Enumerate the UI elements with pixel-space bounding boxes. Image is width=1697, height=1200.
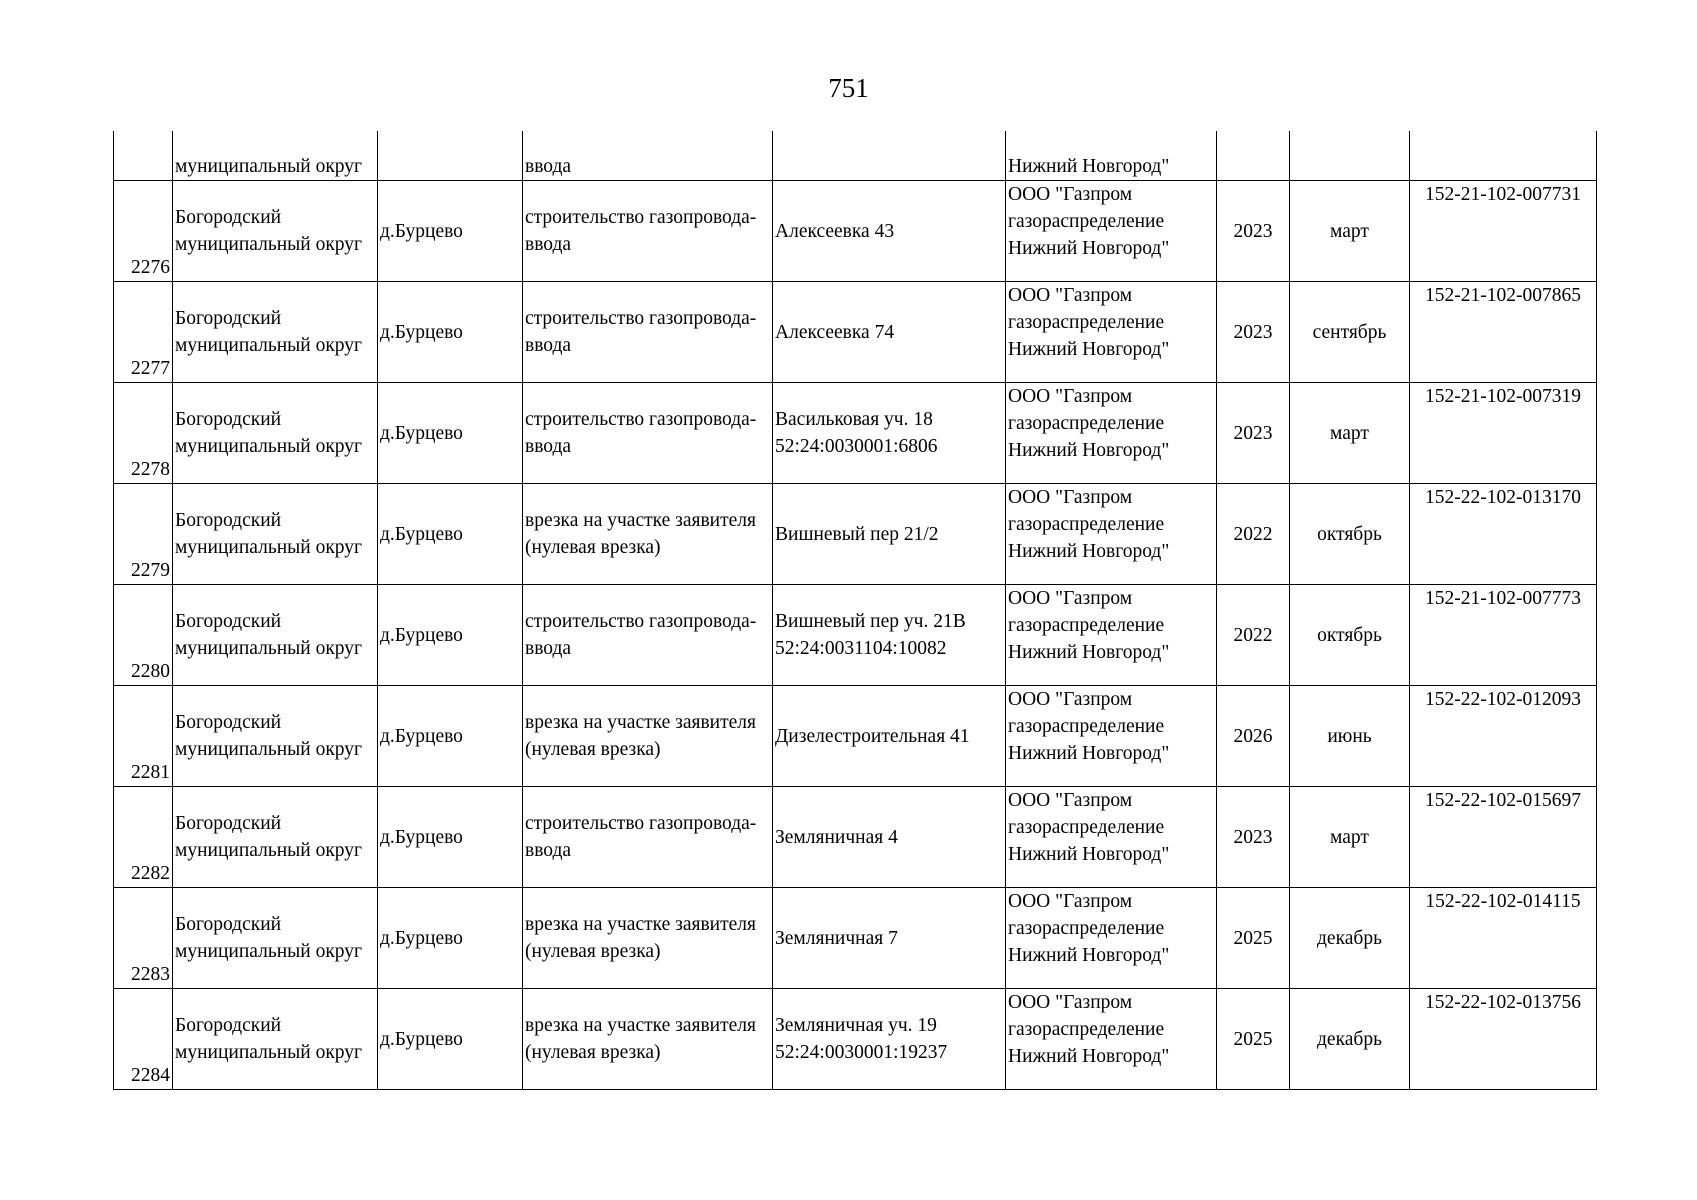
cell-address <box>773 131 1006 181</box>
cell-year: 2023 <box>1217 282 1290 383</box>
cell-code: 152-22-102-015697 <box>1410 787 1597 888</box>
cell-number: 2277 <box>114 282 173 383</box>
cell-work-type: врезка на участке заявителя (нулевая врезка) <box>523 484 773 585</box>
gas-connection-table <box>113 131 1597 1090</box>
cell-code: 152-22-102-013170 <box>1410 484 1597 585</box>
table-row <box>114 686 1597 787</box>
table-row <box>114 989 1597 1090</box>
cell-number <box>114 131 173 181</box>
cell-month: декабрь <box>1290 989 1410 1090</box>
table-row <box>114 181 1597 282</box>
table-row <box>114 383 1597 484</box>
cell-number: 2282 <box>114 787 173 888</box>
cell-locality: д.Бурцево <box>378 989 523 1090</box>
cell-organization: ООО "Газпром газораспределение Нижний Новгород" <box>1006 686 1217 787</box>
cell-locality: д.Бурцево <box>378 585 523 686</box>
cell-number: 2284 <box>114 989 173 1090</box>
cell-organization: ООО "Газпром газораспределение Нижний Новгород" <box>1006 787 1217 888</box>
cell-year: 2025 <box>1217 888 1290 989</box>
cell-year: 2023 <box>1217 787 1290 888</box>
table-row <box>114 484 1597 585</box>
cell-district: Богородский муниципальный округ <box>173 484 378 585</box>
cell-month: март <box>1290 383 1410 484</box>
cell-number: 2278 <box>114 383 173 484</box>
cell-work-type: строительство газопровода- ввода <box>523 181 773 282</box>
cell-organization: ООО "Газпром газораспределение Нижний Новгород" <box>1006 282 1217 383</box>
cell-district: Богородский муниципальный округ <box>173 686 378 787</box>
cell-locality: д.Бурцево <box>378 888 523 989</box>
page-number: 751 <box>828 73 869 103</box>
cell-district: Богородский муниципальный округ <box>173 282 378 383</box>
cell-year: 2022 <box>1217 484 1290 585</box>
cell-month: июнь <box>1290 686 1410 787</box>
cell-address: Алексеевка 43 <box>773 181 1006 282</box>
cell-work-type: строительство газопровода- ввода <box>523 787 773 888</box>
cell-locality: д.Бурцево <box>378 787 523 888</box>
table-row <box>114 282 1597 383</box>
cell-locality: д.Бурцево <box>378 181 523 282</box>
cell-address: Дизелестроительная 41 <box>773 686 1006 787</box>
cell-address: Алексеевка 74 <box>773 282 1006 383</box>
table-row <box>114 787 1597 888</box>
cell-organization: ООО "Газпром газораспределение Нижний Новгород" <box>1006 989 1217 1090</box>
cell-code: 152-22-102-014115 <box>1410 888 1597 989</box>
cell-code <box>1410 131 1597 181</box>
cell-work-type: ввода <box>523 131 773 181</box>
cell-locality <box>378 131 523 181</box>
cell-year: 2023 <box>1217 181 1290 282</box>
table-row <box>114 888 1597 989</box>
cell-year: 2022 <box>1217 585 1290 686</box>
cell-organization: ООО "Газпром газораспределение Нижний Новгород" <box>1006 888 1217 989</box>
cell-district: Богородский муниципальный округ <box>173 383 378 484</box>
cell-organization: Нижний Новгород" <box>1006 131 1217 181</box>
cell-month: октябрь <box>1290 585 1410 686</box>
cell-work-type: врезка на участке заявителя (нулевая врезка) <box>523 686 773 787</box>
cell-code: 152-22-102-012093 <box>1410 686 1597 787</box>
table-row <box>114 585 1597 686</box>
cell-district: Богородский муниципальный округ <box>173 181 378 282</box>
cell-address: Земляничная 7 <box>773 888 1006 989</box>
cell-month: сентябрь <box>1290 282 1410 383</box>
cell-month: декабрь <box>1290 888 1410 989</box>
cell-district: муниципальный округ <box>173 131 378 181</box>
cell-code: 152-21-102-007319 <box>1410 383 1597 484</box>
cell-code: 152-21-102-007865 <box>1410 282 1597 383</box>
cell-number: 2283 <box>114 888 173 989</box>
cell-locality: д.Бурцево <box>378 484 523 585</box>
cell-year: 2025 <box>1217 989 1290 1090</box>
cell-work-type: строительство газопровода- ввода <box>523 585 773 686</box>
table-row-continuation <box>114 131 1597 181</box>
cell-organization: ООО "Газпром газораспределение Нижний Новгород" <box>1006 484 1217 585</box>
cell-month: март <box>1290 787 1410 888</box>
cell-month: октябрь <box>1290 484 1410 585</box>
cell-year <box>1217 131 1290 181</box>
cell-district: Богородский муниципальный округ <box>173 989 378 1090</box>
cell-code: 152-21-102-007731 <box>1410 181 1597 282</box>
cell-year: 2026 <box>1217 686 1290 787</box>
cell-number: 2281 <box>114 686 173 787</box>
cell-work-type: строительство газопровода- ввода <box>523 282 773 383</box>
cell-locality: д.Бурцево <box>378 383 523 484</box>
cell-number: 2276 <box>114 181 173 282</box>
cell-work-type: врезка на участке заявителя (нулевая врезка) <box>523 989 773 1090</box>
cell-address: Земляничная уч. 19 52:24:0030001:19237 <box>773 989 1006 1090</box>
cell-locality: д.Бурцево <box>378 686 523 787</box>
cell-year: 2023 <box>1217 383 1290 484</box>
cell-address: Вишневый пер 21/2 <box>773 484 1006 585</box>
cell-organization: ООО "Газпром газораспределение Нижний Новгород" <box>1006 585 1217 686</box>
cell-work-type: строительство газопровода- ввода <box>523 383 773 484</box>
cell-address: Земляничная 4 <box>773 787 1006 888</box>
cell-code: 152-22-102-013756 <box>1410 989 1597 1090</box>
cell-number: 2280 <box>114 585 173 686</box>
cell-organization: ООО "Газпром газораспределение Нижний Новгород" <box>1006 383 1217 484</box>
cell-month <box>1290 131 1410 181</box>
cell-code: 152-21-102-007773 <box>1410 585 1597 686</box>
cell-organization: ООО "Газпром газораспределение Нижний Новгород" <box>1006 181 1217 282</box>
cell-work-type: врезка на участке заявителя (нулевая врезка) <box>523 888 773 989</box>
cell-address: Васильковая уч. 18 52:24:0030001:6806 <box>773 383 1006 484</box>
table-body <box>114 131 1597 1090</box>
cell-district: Богородский муниципальный округ <box>173 787 378 888</box>
cell-number: 2279 <box>114 484 173 585</box>
cell-month: март <box>1290 181 1410 282</box>
cell-district: Богородский муниципальный округ <box>173 585 378 686</box>
cell-address: Вишневый пер уч. 21В 52:24:0031104:10082 <box>773 585 1006 686</box>
cell-locality: д.Бурцево <box>378 282 523 383</box>
cell-district: Богородский муниципальный округ <box>173 888 378 989</box>
